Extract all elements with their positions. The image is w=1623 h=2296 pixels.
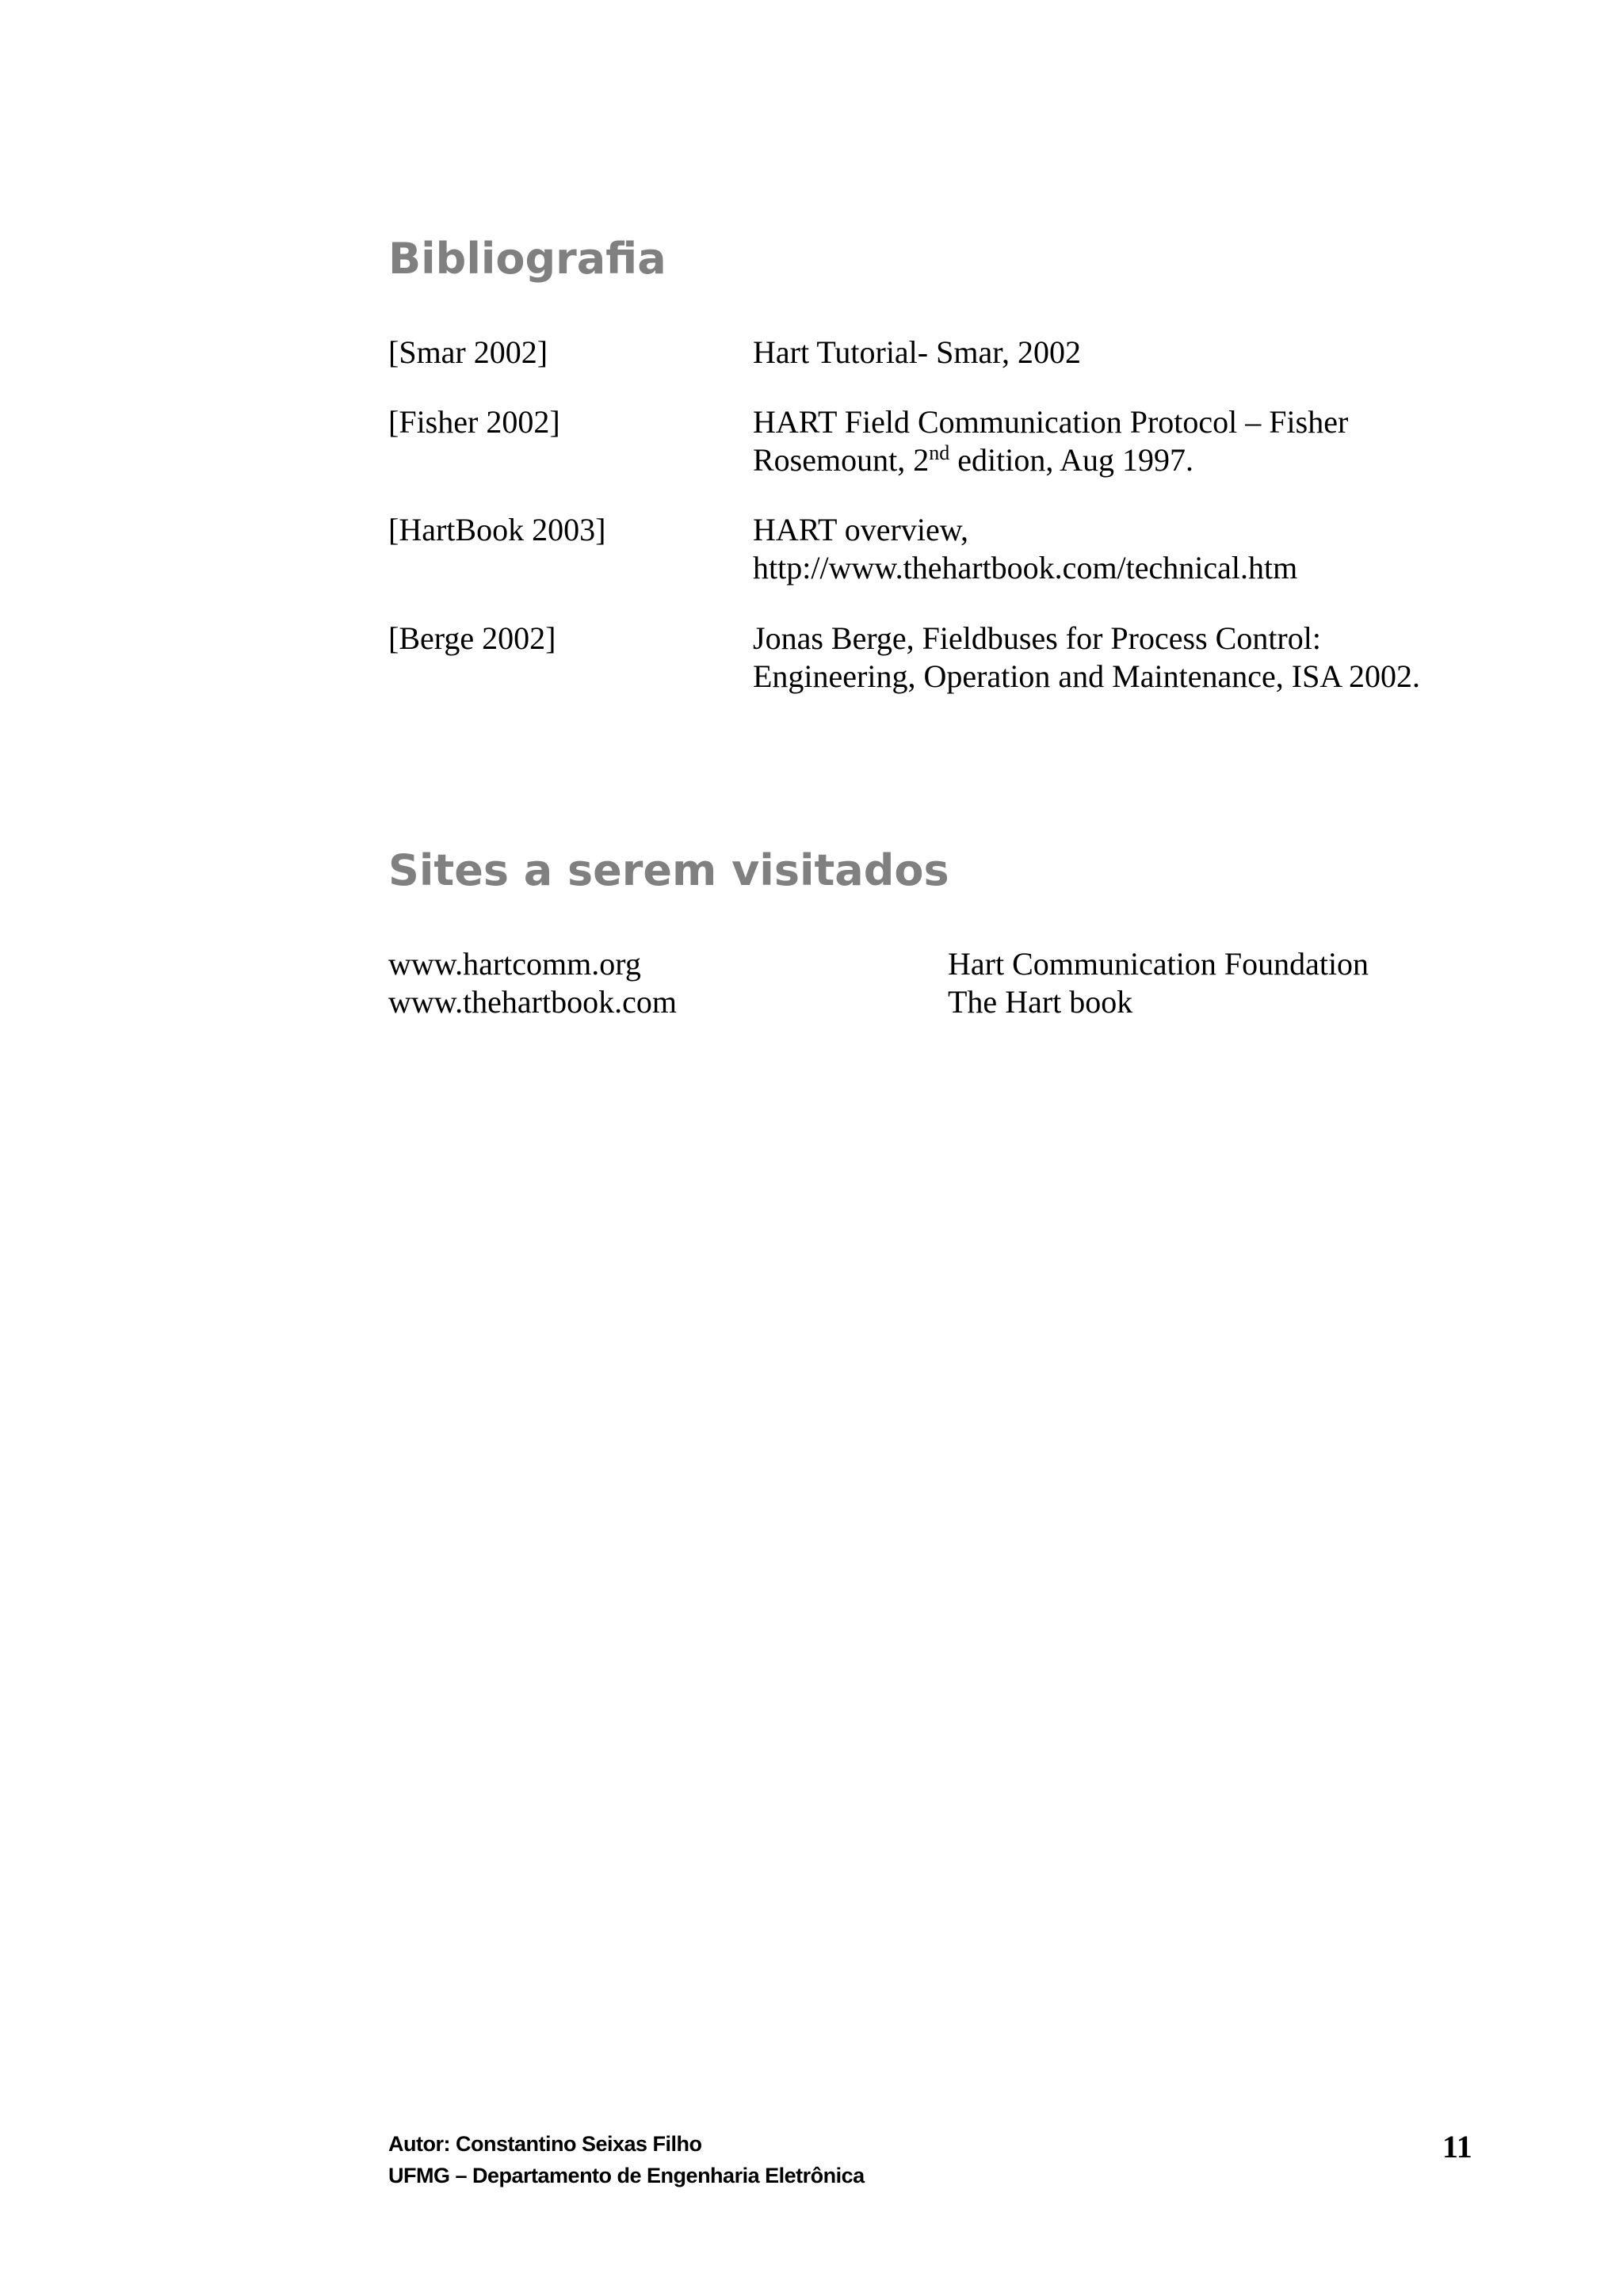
sites-heading: Sites a serem visitados <box>388 845 949 895</box>
page-number: 11 <box>1442 2129 1472 2164</box>
ref-desc-text: Rosemount, 2 <box>753 442 930 478</box>
site-url-hartcomm[interactable]: www.hartcomm.org <box>388 946 641 982</box>
bibliography-heading: Bibliografia <box>388 234 666 284</box>
ordinal-superscript: nd <box>929 441 950 464</box>
ref-key-smar: [Smar 2002] <box>388 334 548 370</box>
ref-desc-line: Jonas Berge, Fieldbuses for Process Control: <box>753 620 1321 656</box>
ref-desc-url: http://www.thehartbook.com/technical.htm <box>753 550 1298 585</box>
ref-desc-line: HART overview, <box>753 512 968 547</box>
ref-key-hartbook: [HartBook 2003] <box>388 512 606 547</box>
ref-key-fisher: [Fisher 2002] <box>388 404 560 440</box>
ref-desc-berge <box>753 620 1545 696</box>
footer-author: Autor: Constantino Seixas Filho <box>388 2132 702 2156</box>
footer-department: UFMG – Departamento de Engenharia Eletrônica <box>388 2164 865 2187</box>
ref-desc-hartbook <box>753 511 1545 587</box>
ref-key-berge: [Berge 2002] <box>388 620 556 656</box>
ref-desc-line: Hart Tutorial- Smar, 2002 <box>753 334 1081 370</box>
ref-desc-fisher <box>753 403 1545 479</box>
site-name-hartcomm: Hart Communication Foundation <box>948 946 1369 982</box>
ref-desc-line: Engineering, Operation and Maintenance, ISA 2002. <box>753 658 1420 694</box>
ref-desc-smar <box>753 334 1545 372</box>
ref-desc-line: HART Field Communication Protocol – Fisher <box>753 404 1349 440</box>
ref-desc-line <box>753 441 1545 479</box>
site-name-thehartbook: The Hart book <box>948 984 1133 1020</box>
ref-desc-text: edition, Aug 1997. <box>949 442 1194 478</box>
site-url-thehartbook[interactable]: www.thehartbook.com <box>388 984 677 1020</box>
